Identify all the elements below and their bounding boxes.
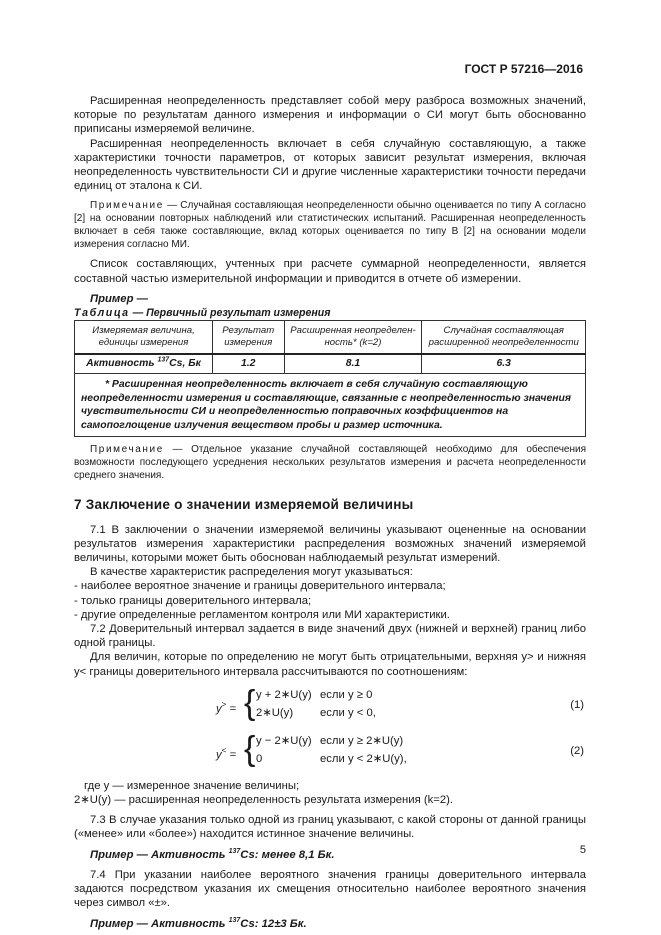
table-header: Измеряемая величина, единицы измерения bbox=[75, 321, 213, 355]
list-item: - только границы доверительного интервала; bbox=[74, 594, 312, 607]
equation-case: y + 2∗U(y) bbox=[256, 688, 312, 701]
table-header: Результат измерения bbox=[212, 321, 284, 355]
equation-case: y − 2∗U(y) bbox=[256, 734, 312, 747]
table-footnote: * Расширенная неопределенность включает в себя случайную составляющую неопределенности измерения и составляющие, связанные с неопределенностью значения чувствительности СИ и неопределенностью поправочных коэффициентов на самопоглощение излучения веществом пробы и размер источника. bbox=[75, 374, 586, 437]
equation-number: (2) bbox=[570, 744, 584, 757]
brace: { bbox=[244, 729, 256, 768]
note-text: — Случайная составляющая неопределенности обычно оценивается по типу А согласно [2] на основании повторных наблюдений или статистических испытаний. Расширенная неопределенность включает в себя также составляющие, вклад которых оценивается по типу В [2] на основании модели измерения согласно МИ. bbox=[74, 200, 586, 251]
table-cell: 8.1 bbox=[284, 354, 422, 374]
where-line: 2∗U(y) — расширенная неопределенность результата измерения (k=2). bbox=[74, 794, 454, 807]
brace: { bbox=[244, 683, 256, 722]
page-body bbox=[74, 94, 586, 931]
where-line: где y — измеренное значение величины; bbox=[84, 779, 300, 792]
equation-lhs: y< = bbox=[216, 745, 237, 761]
paragraph: Расширенная неопределенность представляет собой меру разброса возможных значений, которые по результатам данного измерения и информации о СИ могут быть обоснованно приписаны измеряемой величине. bbox=[74, 95, 586, 136]
equation-condition: если y < 0, bbox=[320, 706, 376, 719]
paragraph: 7.2 Доверительный интервал задается в виде значений двух (нижней и верхней) границ либо одной границы. bbox=[74, 623, 586, 650]
paragraph: Расширенная неопределенность включает в себя случайную составляющую, а также характеристики точности параметров, от которых зависит результат измерения, включая неопределенность чувствительности СИ и другие численные характеристики точности передачи единиц от эталона к СИ. bbox=[74, 137, 586, 193]
equation-condition: если y < 2∗U(y), bbox=[320, 752, 407, 765]
paragraph: 7.4 При указании наиболее вероятного значения границы доверительного интервала задаются посредством указания их смещения относительно наиболее вероятного значения через символ «±». bbox=[74, 868, 586, 910]
example: Пример — Активность $^{137}$Cs: менее 8,1 Бк. bbox=[90, 847, 335, 861]
table-title-text: — Первичный результат измерения bbox=[129, 307, 331, 320]
paragraph: Для величин, которые по определению не могут быть отрицательными, верхняя y> и нижняя y< границы доверительного интервала рассчитываются по соотношениям: bbox=[74, 651, 586, 678]
note-label: Примечание bbox=[90, 200, 164, 212]
table-title bbox=[74, 306, 586, 320]
table-row bbox=[75, 354, 586, 374]
equation-case: 0 bbox=[256, 752, 263, 765]
note bbox=[74, 199, 586, 251]
paragraph: В качестве характеристик распределения могут указываться: bbox=[90, 566, 413, 579]
equation-1 bbox=[74, 683, 586, 725]
list-item: - другие определенные регламентом контроля или МИ характеристики. bbox=[74, 608, 450, 621]
note bbox=[74, 443, 586, 482]
paragraph: 7.1 В заключении о значении измеряемой величины указывают оцененные на основании результатов измерения характеристики распределения возможных значений измеряемой величины, которыми может быть обоснован наблюдаемый результат измерений. bbox=[74, 523, 586, 565]
note-text: — Отдельное указание случайной составляющей необходимо для обеспечения возможности последующего усреднения нескольких результатов измерения и расчета неопределенности среднего значения. bbox=[74, 444, 586, 482]
standard-header: ГОСТ Р 57216—2016 bbox=[464, 62, 583, 76]
table-header: Расширенная неопределенность* (k=2) bbox=[284, 321, 422, 355]
note-label: Примечание bbox=[90, 444, 164, 456]
table-title-label: Таблица bbox=[74, 307, 130, 320]
equation-condition: если y ≥ 0 bbox=[320, 688, 373, 701]
equation-lhs: y> = bbox=[216, 699, 237, 715]
example: Пример — Активность $^{137}$Cs: 12±3 Бк. bbox=[90, 916, 307, 930]
table-cell: Активность $^{137}$Cs, Бк bbox=[75, 354, 213, 374]
paragraph: Список составляющих, учтенных при расчете суммарной неопределенности, является составной частью измерительной информации и приводится в отчете об измерении. bbox=[74, 258, 586, 285]
list-item: - наиболее вероятное значение и границы доверительного интервала; bbox=[74, 580, 446, 593]
page-number: 5 bbox=[579, 844, 586, 856]
equation-2 bbox=[74, 729, 586, 771]
paragraph: 7.3 В случае указания только одной из границ указывают, с какой стороны от данной границы («менее» или «более») находится истинное значение величины. bbox=[74, 814, 586, 841]
table-footnote-row bbox=[75, 374, 586, 437]
equation-case: 2∗U(y) bbox=[256, 706, 294, 719]
table-cell: 6.3 bbox=[422, 354, 586, 374]
example-label: Пример — bbox=[90, 292, 148, 305]
equation-number: (1) bbox=[570, 698, 584, 711]
section-heading: 7 Заключение о значении измеряемой величины bbox=[74, 497, 414, 513]
table-cell: 1.2 bbox=[212, 354, 284, 374]
equation-condition: если y ≥ 2∗U(y) bbox=[320, 734, 404, 747]
table-header: Случайная составляющая расширенной неопределенности bbox=[422, 321, 586, 355]
results-table bbox=[74, 320, 586, 437]
